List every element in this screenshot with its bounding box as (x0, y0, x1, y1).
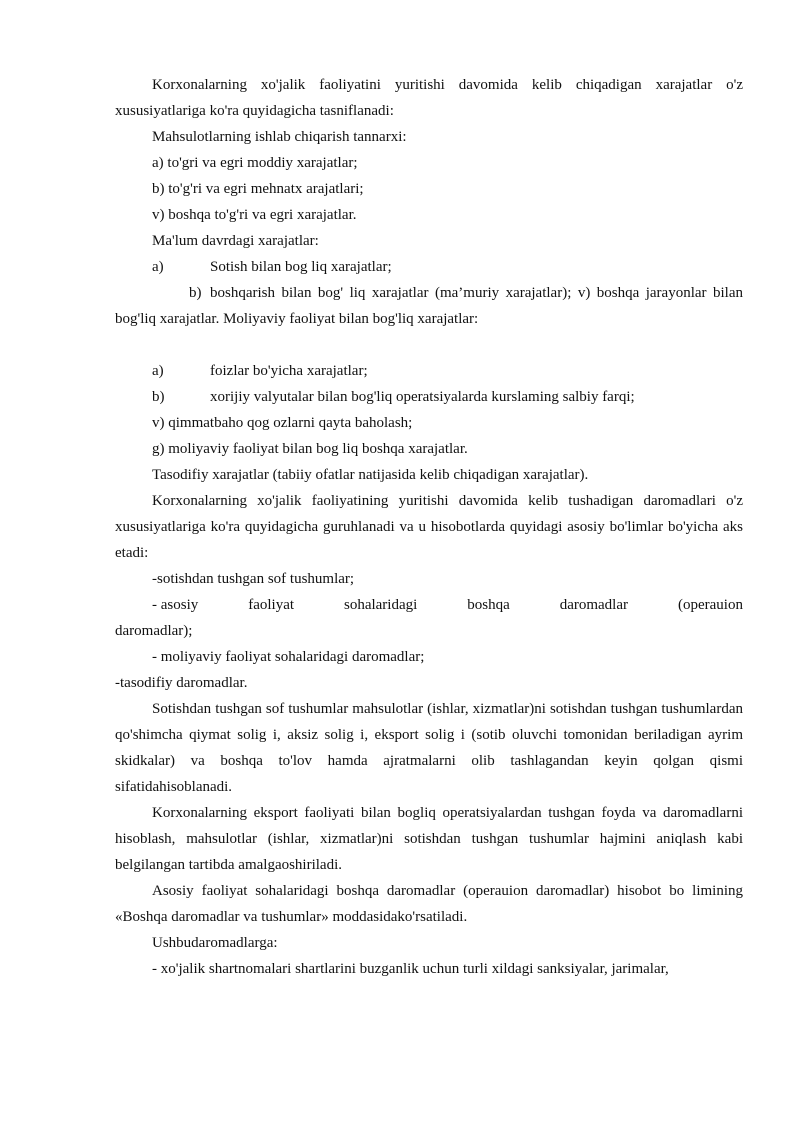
list-item (115, 254, 743, 280)
line-these-incomes: Ushbudaromadlarga: (152, 935, 278, 951)
line-operating-income-cont: daromadlar); (115, 623, 193, 639)
line-accidental-costs: Tasodifiy xarajatlar (tabiiy ofatlar natijasida kelib chiqadigan xarajatlar). (152, 467, 589, 483)
list-text: Sotish bilan bog liq xarajatlar; (210, 259, 392, 275)
line-operating-income (115, 592, 743, 618)
line-other-costs: v) boshqa to'g'ri va egri xarajatlar. (152, 207, 357, 223)
list-item (115, 358, 743, 384)
list-marker: b) (152, 389, 165, 405)
line-material-costs: a) to'gri va egri moddiy xarajatlar; (152, 155, 358, 171)
list-marker: a) (152, 363, 164, 379)
blank-line (115, 332, 743, 358)
list-item-management (115, 280, 743, 332)
list-text: foizlar bo'yicha xarajatlar; (210, 363, 368, 379)
paragraph-net-sales-definition: Sotishdan tushgan sof tushumlar mahsulotlar (ishlar, xizmatlar)ni sotishdan tushgan tushumlardan qo'shimcha qiymat solig i, aksiz solig i, eksport solig i (sotib oluvchi tomonidan beriladigan ayrim skidkalar) va boshqa to'lov hamda ajratmalarni olib tashlagandan keyin qolgan qismi sifatidahisoblanadi. (115, 701, 743, 795)
paragraph-income-intro: Korxonalarning xo'jalik faoliyatining yuritishi davomida kelib tushadigan daromadlari o'z xususiyatlariga ko'ra quyidagicha guruhlanadi va u hisobotlarda quyidagi asosiy bo'limlar bo'yicha aks etadi: (115, 493, 743, 561)
line-production-cost: Mahsulotlarning ishlab chiqarish tannarxi: (152, 129, 407, 145)
line-net-sales: -sotishdan tushgan sof tushumlar; (152, 571, 355, 587)
paragraph-expense-intro: Korxonalarning xo'jalik faoliyatini yuritishi davomida kelib chiqadigan xarajatlar o'z xususiyatlariga ko'ra quyidagicha tasniflanadi: (115, 77, 743, 119)
list-marker: b) (189, 285, 202, 301)
line-labor-costs: b) to'g'ri va egri mehnatx arajatlari; (152, 181, 364, 197)
list-text: boshqarish bilan bog' liq xarajatlar (ma’muriy xarajatlar); v) boshqa jarayonlar bilan bog'liq xarajatlar. Moliyaviy faoliyat bilan bog'liq xarajatlar: (115, 285, 743, 327)
line-other-financial-costs: g) moliyaviy faoliyat bilan bog liq boshqa xarajatlar. (152, 441, 468, 457)
spread-word: sohalaridagi (343, 597, 418, 613)
line-accidental-income: -tasodifiy daromadlar. (115, 675, 248, 691)
list-item (115, 384, 743, 410)
spread-word: faoliyat (248, 597, 295, 613)
spread-word: - asosiy (152, 597, 199, 613)
line-securities-revaluation: v) qimmatbaho qog ozlarni qayta baholash; (152, 415, 413, 431)
list-marker: a) (152, 259, 164, 275)
spread-word: (operauion (677, 597, 743, 613)
paragraph-other-income: Asosiy faoliyat sohalaridagi boshqa daromadlar (operauion daromadlar) hisobot bo limining «Boshqa daromadlar va tushumlar» moddasidako'rsatiladi. (115, 883, 743, 925)
paragraph-export-activity: Korxonalarning eksport faoliyati bilan bogliq operatsiyalardan tushgan foyda va daromadlarni hisoblash, mahsulotlar (ishlar, xizmatlar)ni sotishdan tushgan tushumlar hajmini aniqlash kabi belgilangan tartibda amalgaoshiriladi. (115, 805, 743, 873)
paragraph-sanctions: - xo'jalik shartnomalari shartlarini buzganlik uchun turli xildagi sanksiyalar, jarimalar, (152, 961, 669, 977)
line-period-costs: Ma'lum davrdagi xarajatlar: (152, 233, 319, 249)
spread-word: boshqa (467, 597, 510, 613)
line-financial-income: - moliyaviy faoliyat sohalaridagi daromadlar; (152, 649, 425, 665)
document-page (115, 72, 743, 982)
spread-word: daromadlar (559, 597, 629, 613)
list-text: xorijiy valyutalar bilan bog'liq operatsiyalarda kurslaming salbiy farqi; (210, 389, 635, 405)
